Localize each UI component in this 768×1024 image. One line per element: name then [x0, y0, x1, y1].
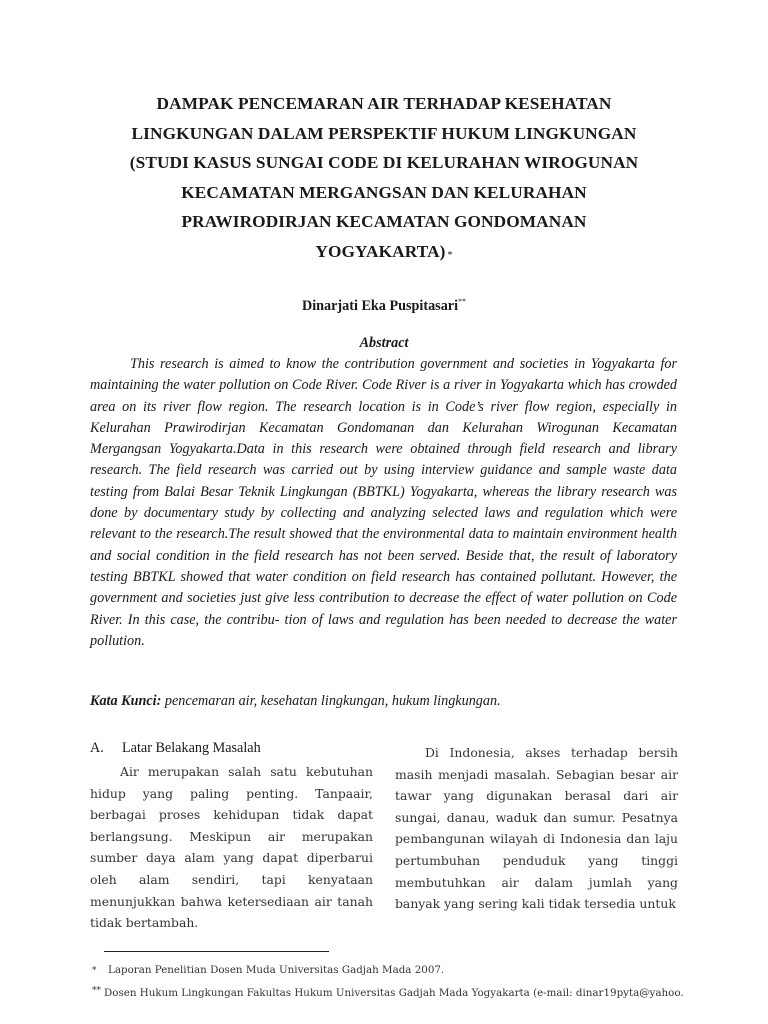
footnote — [92, 984, 692, 1000]
title-last-line: YOGYAKARTA) — [315, 241, 446, 261]
author-name: Dinarjati Eka Puspitasari — [301, 298, 459, 314]
footnote — [92, 963, 692, 978]
title-footnote-mark: * — [447, 249, 453, 261]
footnote-divider — [104, 951, 329, 952]
title-line — [90, 237, 678, 271]
left-column — [90, 739, 373, 934]
section-title: Latar Belakang Masalah — [122, 740, 261, 756]
author-footnote-mark: ** — [458, 297, 467, 306]
keywords-label: Kata Kunci: — [90, 693, 162, 709]
section-number: A. — [90, 740, 104, 756]
title-line: DAMPAK PENCEMARAN AIR TERHADAP KESEHATAN — [156, 94, 612, 113]
footnote-mark: * — [92, 966, 97, 976]
footnote-text: Laporan Penelitian Dosen Muda Universitas Gadjah Mada 2007. — [108, 964, 445, 976]
footnote-text: Dosen Hukum Lingkungan Fakultas Hukum Universitas Gadjah Mada Yogyakarta (e-mail: dinar19pyta@yahoo. — [104, 987, 684, 999]
body-paragraph: Air merupakan salah satu kebutuhan hidup yang paling penting. Tanpaair, berbagai proses kehidupan tidak dapat berlangsung. Meskipun air merupakan sumber daya alam yang dapat diperbarui oleh alam sendiri, tapi kenyataan menunjukkan bahwa ketersediaan air tanah tidak bertambah. — [90, 764, 373, 931]
keywords-text: pencemaran air, kesehatan lingkungan, hukum lingkungan. — [164, 693, 501, 709]
author-line — [90, 293, 678, 315]
abstract-heading: Abstract — [359, 335, 409, 351]
abstract-text: This research is aimed to know the contribution government and societies in Yogyakarta for maintaining the water pollution on Code River. Code River is a river in Yogyakarta which has crowded area on its river flow region. The research location is in Code’s river flow region, especially in Kelurahan Prawirodirjan Kecamatan Gondomanan dan Kelurahan Wirogunan Kecamatan Mergangsan Yogyakarta.Data in this research were obtained through field research and library research. The field research was carried out by using interview guidance and sample waste data testing from Balai Besar Teknik Lingkungan (BBTKL) Yogyakarta, whereas the library research was done by documentary study by collecting and analyzing selected laws and regulation which were relevant to the research.The result showed that the environmental data to maintain environment health and social condition in the field research has not been served. Beside that, the result of laboratory testing BBTKL showed that water condition on field research has contained pollutant. However, the government and societies just give less contribution to decrease the effect of water pollution on Code River. In this case, the contribu- tion of laws and regulation has been needed to decrease the water pollution. — [90, 356, 677, 649]
title-line: PRAWIRODIRJAN KECAMATAN GONDOMANAN — [181, 212, 587, 232]
title-line: (STUDI KASUS SUNGAI CODE DI KELURAHAN WIROGUNAN — [129, 153, 639, 173]
right-column — [395, 742, 678, 915]
section-heading — [90, 739, 373, 757]
keywords — [90, 692, 677, 710]
body-paragraph: Di Indonesia, akses terhadap bersih masih menjadi masalah. Sebagian besar air tawar yang digunakan berasal dari air sungai, danau, waduk dan sumur. Pesatnya pembangunan wilayah di Indonesia dan laju pertumbuhan penduduk yang tinggi membutuhkan air dalam jumlah yang banyak yang sering kali tidak tersedia untuk — [395, 745, 678, 912]
title-line: KECAMATAN MERGANGSAN DAN KELURAHAN — [181, 182, 587, 202]
footnote-mark: ** — [92, 986, 101, 996]
title-line: LINGKUNGAN DALAM PERSPEKTIF HUKUM LINGKUNGAN — [131, 123, 637, 143]
article-title — [90, 89, 678, 271]
